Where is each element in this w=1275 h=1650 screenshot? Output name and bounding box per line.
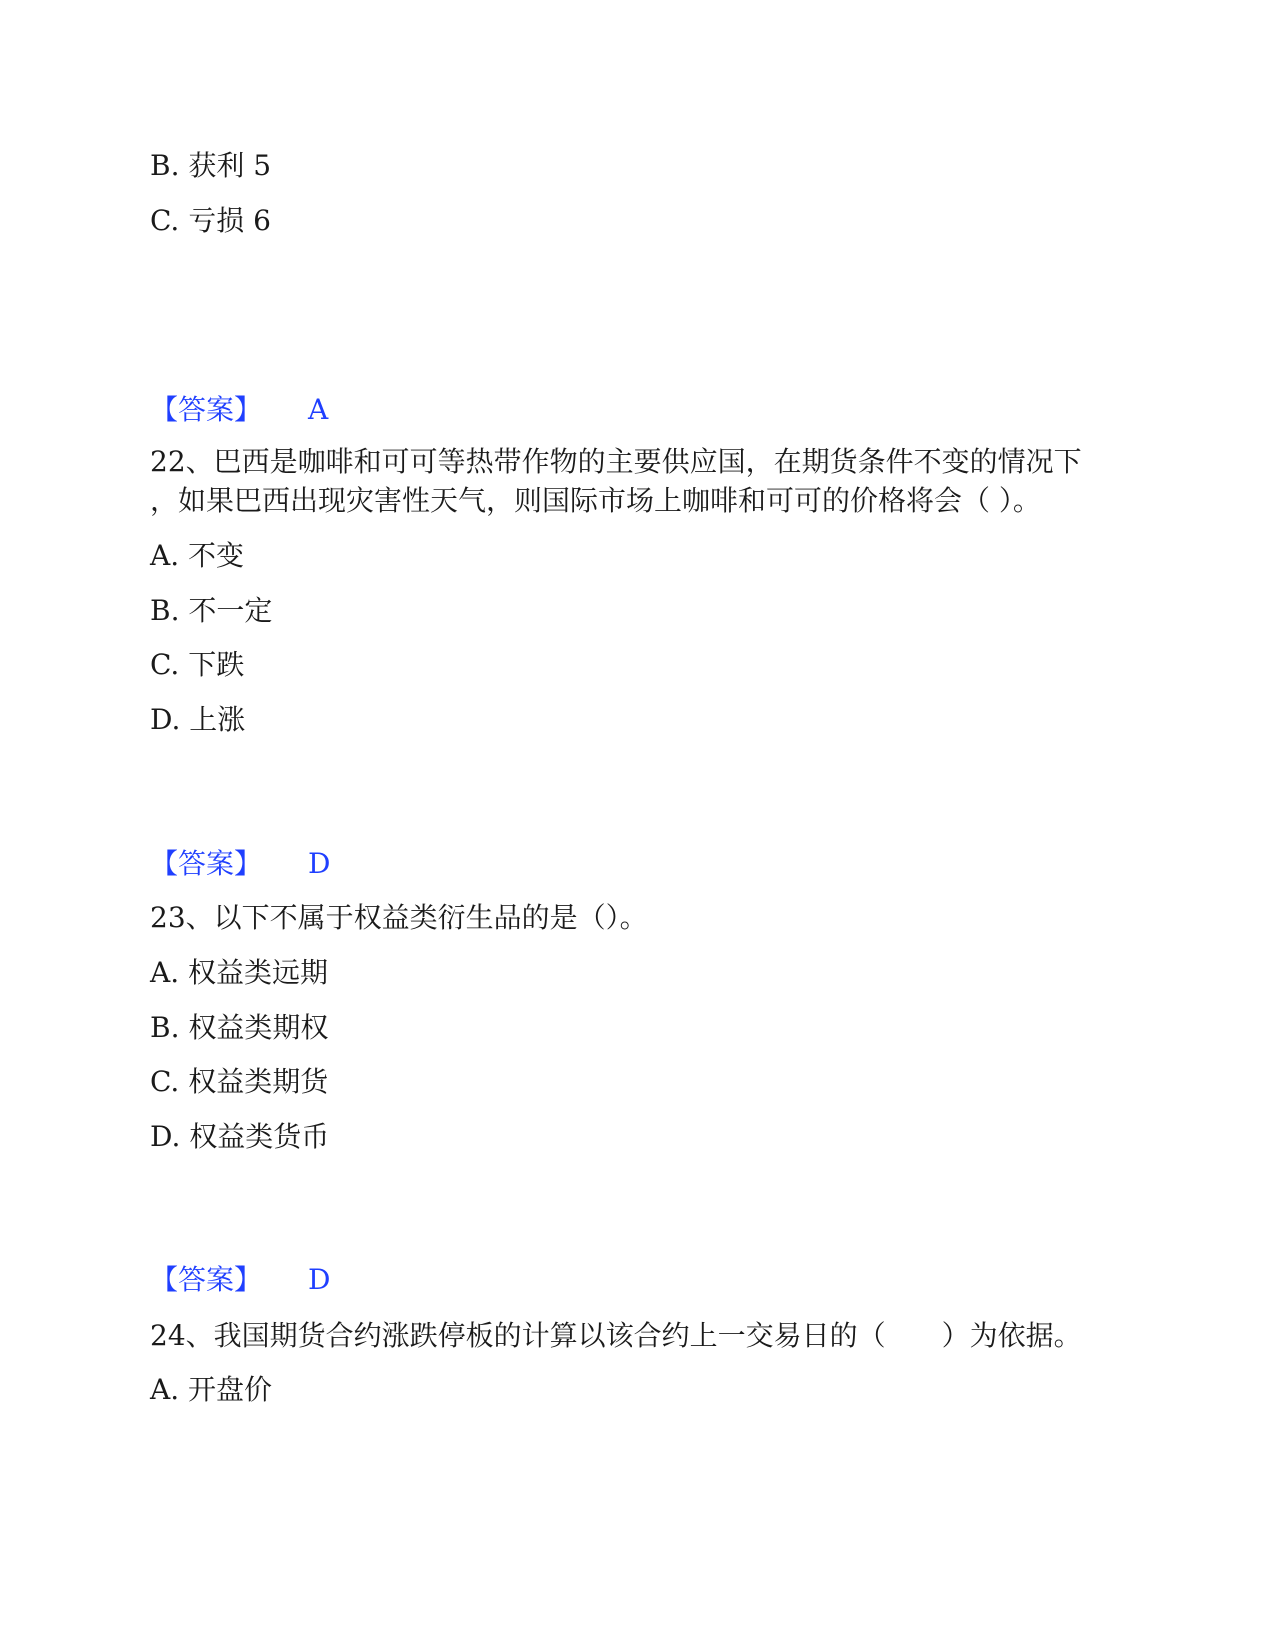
answer-value: D xyxy=(308,1263,331,1296)
q24-stem: 24、我国期货合约涨跌停板的计算以该合约上一交易日的（ ）为依据。 xyxy=(150,1319,1082,1352)
q22-option-a: A. 不变 xyxy=(150,539,245,572)
q22-option-b: B. 不一定 xyxy=(150,594,273,627)
q23-option-c: C. 权益类期货 xyxy=(150,1065,329,1098)
q24-option-a: A. 开盘价 xyxy=(150,1373,273,1406)
answer-label: 【答案】 xyxy=(150,847,263,880)
q21-option-c: C. 亏损 6 xyxy=(150,204,271,237)
q21-answer xyxy=(150,392,329,428)
q23-option-a: A. 权益类远期 xyxy=(150,956,329,989)
q23-answer xyxy=(150,1262,331,1298)
q22-stem-line1: 22、巴西是咖啡和可可等热带作物的主要供应国，在期货条件不变的情况下 xyxy=(150,445,1082,478)
q21-option-b: B. 获利 5 xyxy=(150,149,272,182)
q23-option-d: D. 权益类货币 xyxy=(150,1120,330,1153)
q22-option-c: C. 下跌 xyxy=(150,648,245,681)
q22-option-d: D. 上涨 xyxy=(150,703,246,736)
answer-label: 【答案】 xyxy=(150,393,263,426)
q23-option-b: B. 权益类期权 xyxy=(150,1011,329,1044)
answer-value: A xyxy=(308,393,329,426)
q22-answer xyxy=(150,846,331,882)
answer-value: D xyxy=(308,847,331,880)
q23-stem: 23、以下不属于权益类衍生品的是（）。 xyxy=(150,901,648,934)
q22-stem-line2: ，如果巴西出现灾害性天气，则国际市场上咖啡和可可的价格将会（ ）。 xyxy=(150,484,1041,517)
answer-label: 【答案】 xyxy=(150,1263,263,1296)
